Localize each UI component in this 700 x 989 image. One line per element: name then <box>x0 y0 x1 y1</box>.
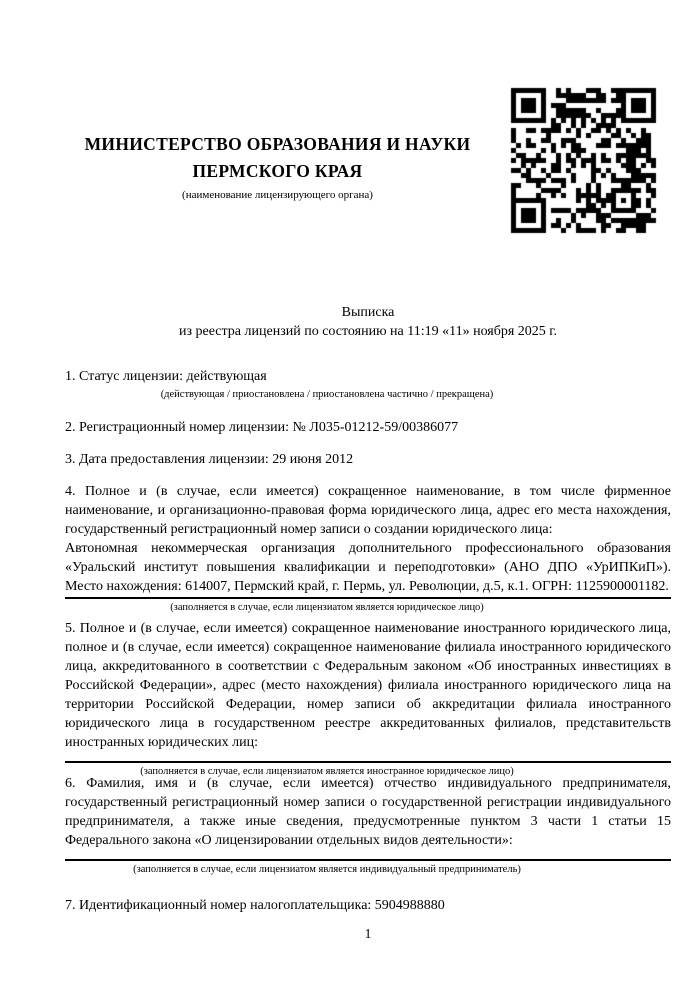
field-foreign-entity <box>65 619 671 778</box>
document-subtitle: из реестра лицензий по состоянию на 11:19 «11» ноября 2025 г. <box>179 324 557 339</box>
field-license-status <box>65 367 671 401</box>
page-number: 1 <box>364 926 372 941</box>
fill-in-rule-individual-entrepreneur <box>65 859 671 861</box>
fill-in-rule-legal-entity <box>65 597 671 599</box>
ministry-name-line1: МИНИСТЕРСТВО ОБРАЗОВАНИЯ И НАУКИ <box>84 134 471 154</box>
field-individual-entrepreneur <box>65 774 671 876</box>
field-foreign-entity-question: 5. Полное и (в случае, если имеется) сокращенное наименование иностранного юридического лица, полное и (в случае, если имеется) сокращенное наименование филиала иностранного юридического лица, аккредитованного в соответствии с Федеральным законом «Об иностранных инвестициях в Российской Федерации», адрес (место нахождения) филиала иностранного юридического лица на территории Российской Федерации, номер записи об аккредитации филиала иностранного юридического лица в государственном реестре аккредитованных филиалов, представительств иностранных юридических лиц: <box>65 621 671 750</box>
field-license-status-caption: (действующая / приостановлена / приостановлена частично / прекращена) <box>160 389 494 400</box>
field-legal-entity-caption: (заполняется в случае, если лицензиатом является юридическое лицо) <box>170 602 484 613</box>
field-registration-number-text: 2. Регистрационный номер лицензии: № Л035-01212-59/00386077 <box>65 420 459 435</box>
field-legal-entity <box>65 482 671 614</box>
field-grant-date-text: 3. Дата предоставления лицензии: 29 июня 2012 <box>65 452 354 467</box>
document-title: Выписка <box>341 305 395 320</box>
field-registration-number <box>65 418 671 437</box>
document-title-block <box>65 303 671 341</box>
fill-in-rule-foreign-entity <box>65 761 671 763</box>
field-legal-entity-question: 4. Полное и (в случае, если имеется) сокращенное наименование, в том числе фирменное наименование, и организационно-правовая форма юридического лица, адрес его места нахождения, государственный регистрационный номер записи о создании юридического лица: <box>65 484 671 537</box>
field-foreign-entity-caption: (заполняется в случае, если лицензиатом является иностранное юридическое лицо) <box>140 766 514 777</box>
field-taxpayer-number <box>65 896 671 915</box>
field-taxpayer-number-text: 7. Идентификационный номер налогоплательщика: 5904988880 <box>65 898 445 913</box>
field-individual-entrepreneur-question: 6. Фамилия, имя и (в случае, если имеется) отчество индивидуального предпринимателя, государственный регистрационный номер записи о государственной регистрации индивидуального предпринимателя, а также иные сведения, предусмотренные пунктом 3 части 1 статьи 15 Федерального закона «О лицензировании отдельных видов деятельности»: <box>65 776 671 848</box>
field-individual-entrepreneur-caption: (заполняется в случае, если лицензиатом является индивидуальный предприниматель) <box>133 864 521 875</box>
field-legal-entity-value: Автономная некоммерческая организация дополнительного профессионального образования «Уральский институт повышения квалификации и переподготовки» (АНО ДПО «УрИПКиП»). Место нахождения: 614007, Пермский край, г. Пермь, ул. Революции, д.5, к.1. ОГРН: 1125900001182. <box>65 541 671 594</box>
field-grant-date <box>65 450 671 469</box>
licensing-authority-block <box>65 131 490 202</box>
ministry-name-line2: ПЕРМСКОГО КРАЯ <box>192 161 363 181</box>
field-license-status-text: 1. Статус лицензии: действующая <box>65 369 267 384</box>
ministry-caption: (наименование лицензирующего органа) <box>182 189 373 201</box>
qr-code-icon <box>506 83 661 238</box>
